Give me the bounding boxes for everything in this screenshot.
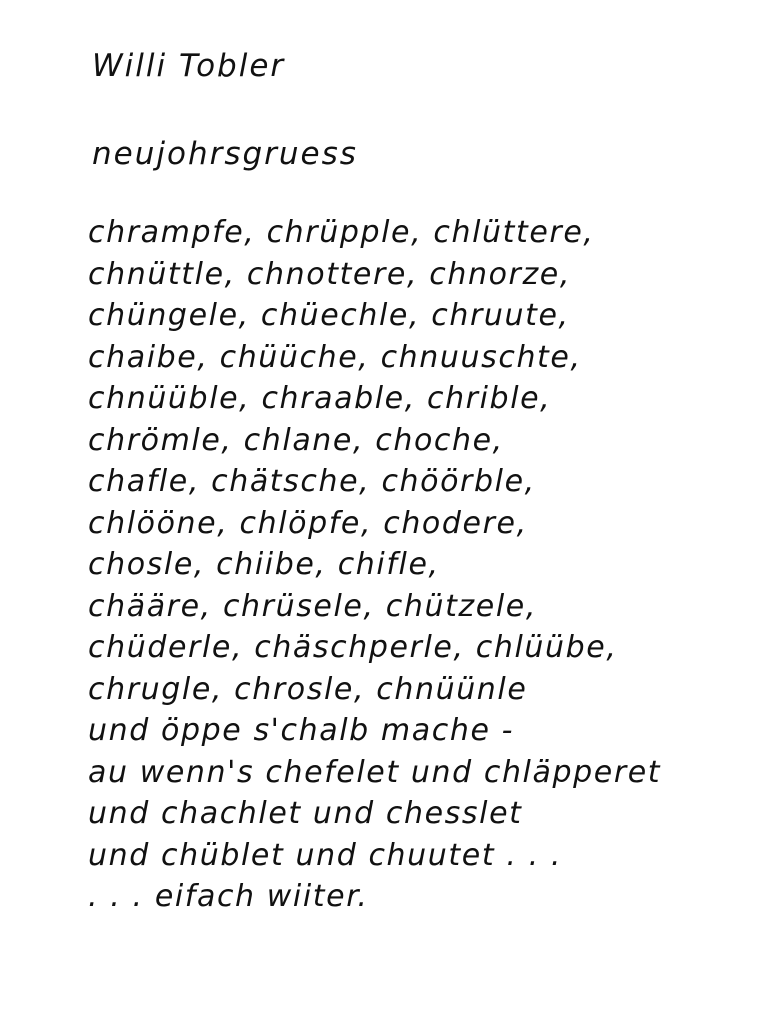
poem-title: neujohrsgruess bbox=[92, 136, 358, 172]
poem-line: und chachlet und chesslet bbox=[88, 796, 523, 831]
poem-line: chääre, chrüsele, chützele, bbox=[88, 588, 537, 624]
poem-line: chnüttle, chnottere, chnorze, bbox=[88, 256, 571, 292]
poem-line: chosle, chiibe, chifle, bbox=[88, 547, 440, 582]
poem-line: chüngele, chüechle, chruute, bbox=[88, 298, 570, 333]
poem-line: chrampfe, chrüpple, chlüttere, bbox=[88, 215, 595, 250]
poem-line: chrugle, chrosle, chnüünle bbox=[88, 671, 528, 707]
poem-line: chaibe, chüüche, chnuuschte, bbox=[88, 339, 582, 375]
poem-line: chlööne, chlöpfe, chodere, bbox=[88, 505, 528, 541]
poem-line: und chüblet und chuutet . . . bbox=[88, 837, 563, 873]
poem-body bbox=[88, 212, 748, 918]
poem-line: au wenn's chefelet und chläpperet bbox=[88, 754, 662, 790]
poem-line: chnüüble, chraable, chrible, bbox=[88, 381, 552, 416]
author-name: Willi Tobler bbox=[92, 48, 286, 84]
poem-line: . . . eifach wiiter. bbox=[88, 879, 369, 914]
poem-line: und öppe s'chalb mache - bbox=[88, 713, 515, 748]
poem-line: chrömle, chlane, choche, bbox=[88, 422, 504, 458]
poem-line: chafle, chätsche, chöörble, bbox=[88, 464, 536, 499]
poem-line: chüderle, chäschperle, chlüübe, bbox=[88, 630, 618, 665]
